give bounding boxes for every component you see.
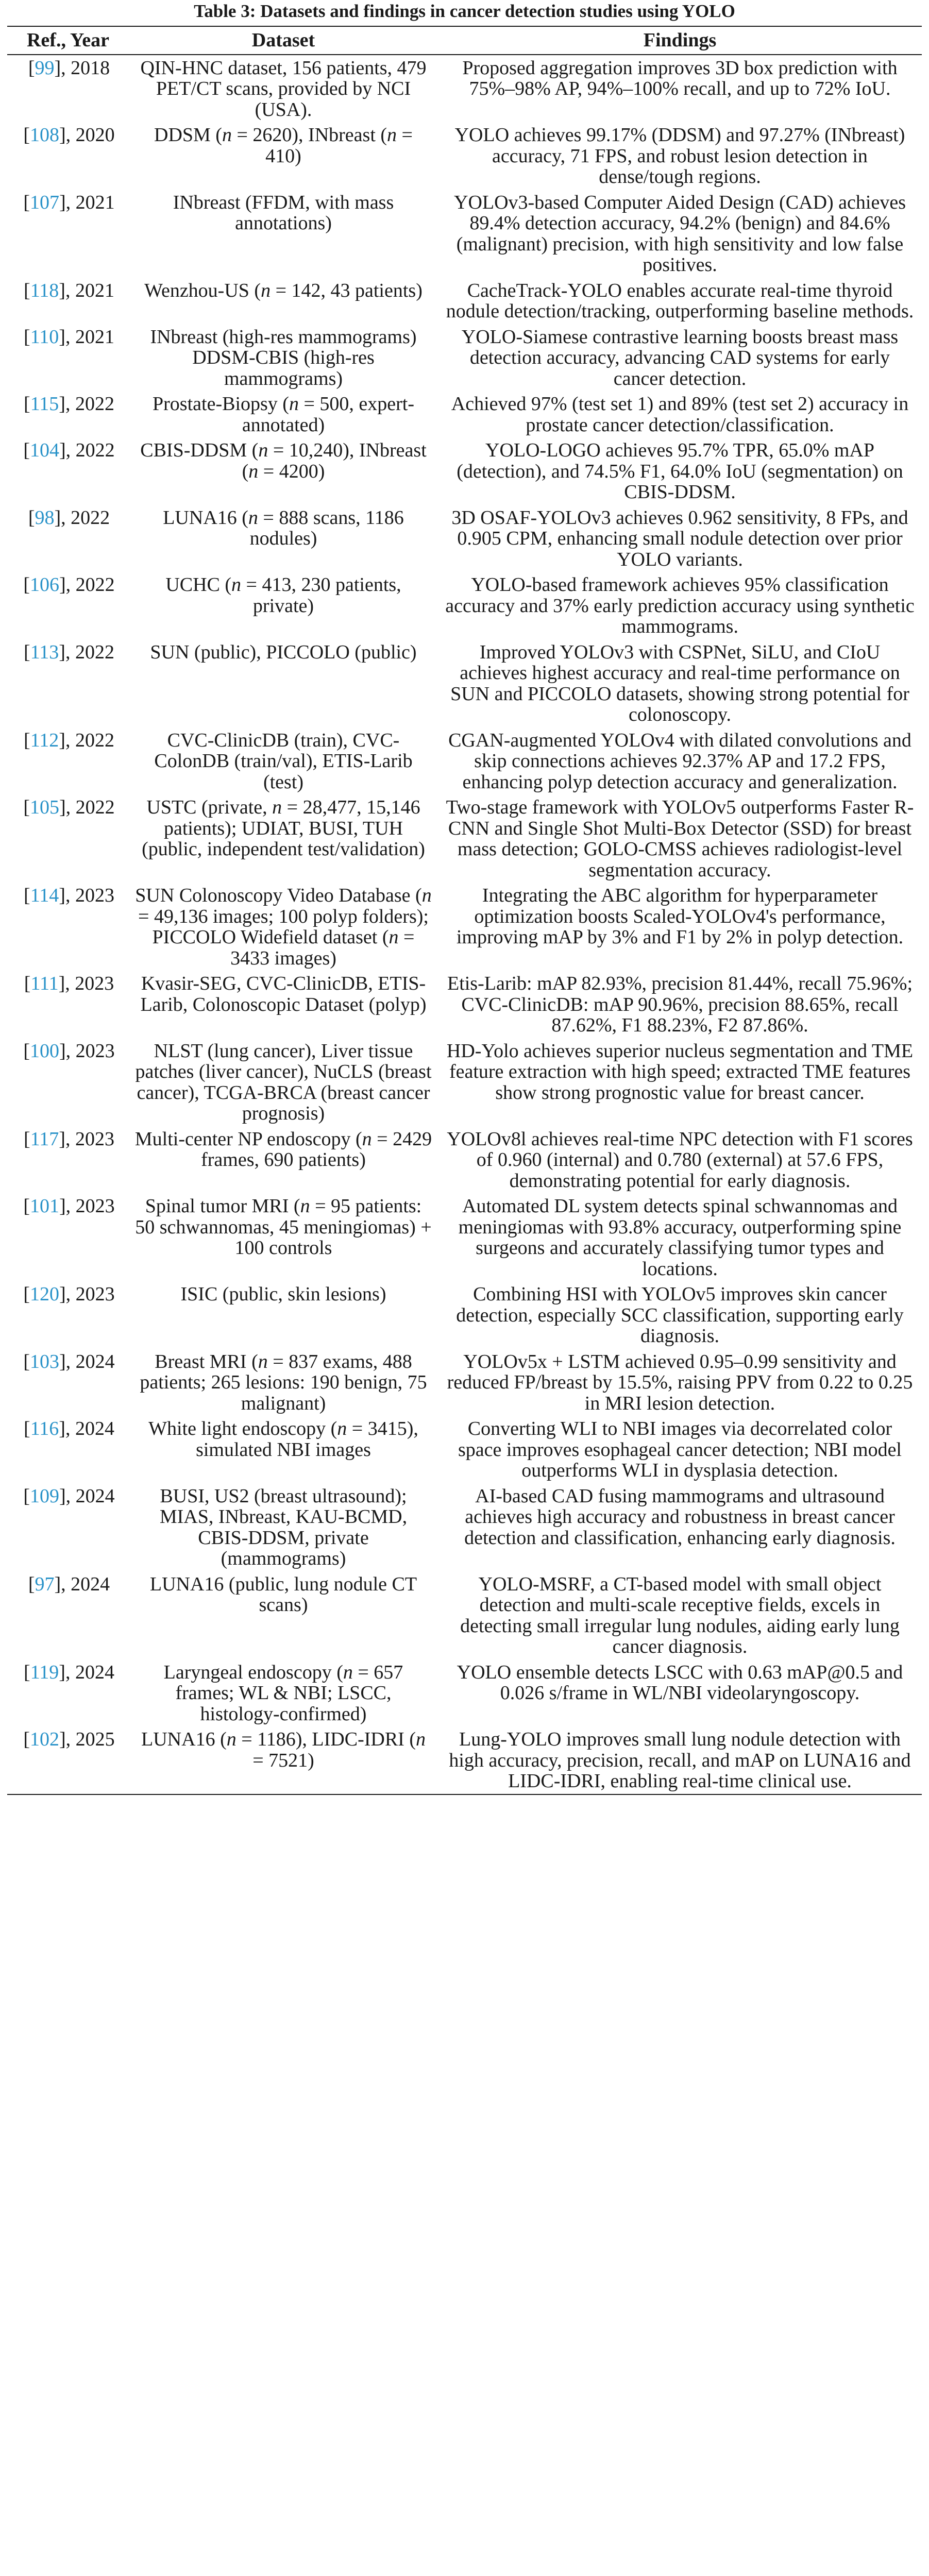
table-row [7,639,922,727]
findings-cell: 3D OSAF-YOLOv3 achieves 0.962 sensitivity, 8 FPs, and 0.905 CPM, enhancing small nodule detection over prior YOLO variants. [451,506,908,570]
findings-cell: Achieved 97% (test set 1) and 89% (test set 2) accuracy in prostate cancer detection/classification. [451,393,909,436]
reference-link[interactable]: 114 [30,885,59,906]
ref-year-cell: [99], 2018 [28,57,110,79]
reference-link[interactable]: 107 [30,191,59,213]
year-text: , 2024 [65,1661,114,1683]
reference-link[interactable]: 98 [35,506,55,529]
reference-link[interactable]: 100 [30,1040,59,1062]
table-row [7,883,922,971]
dataset-cell: BUSI, US2 (breast ultrasound); MIAS, INbreast, KAU-BCMD, CBIS-DDSM, private (mammograms) [159,1485,408,1569]
ref-year-cell: [104], 2022 [23,439,115,461]
year-text: , 2021 [65,279,114,301]
ref-year-cell: [113], 2022 [24,641,114,663]
findings-cell: CacheTrack-YOLO enables accurate real-time thyroid nodule detection/tracking, outperforming baseline methods. [446,279,914,322]
findings-cell: YOLO-MSRF, a CT-based model with small object detection and multi-scale receptive fields, excels in detecting small irregular lung nodules, aiding early lung cancer diagnosis. [460,1573,900,1657]
findings-cell: YOLO-LOGO achieves 95.7% TPR, 65.0% mAP (detection), and 74.5% F1, 64.0% IoU (segmentation) on CBIS-DDSM. [457,439,903,503]
reference-link[interactable]: 120 [30,1283,59,1305]
findings-cell: Automated DL system detects spinal schwannomas and meningiomas with 93.8% accuracy, outperforming spine surgeons and accurately classifying tumor types and locations. [458,1195,902,1280]
table-row [7,1571,922,1659]
findings-cell: CGAN-augmented YOLOv4 with dilated convolutions and skip connections achieves 92.37% AP and 17.2 FPS, enhancing polyp detection accuracy and generalization. [448,729,911,793]
reference-link[interactable]: 105 [30,796,59,818]
ref-year-cell: [115], 2022 [24,393,114,415]
findings-cell: Two-stage framework with YOLOv5 outperforms Faster R-CNN and Single Shot Multi-Box Detector (SSD) for breast mass detection; GOLO-CMSS achieves radiologist-level segmentation accuracy. [446,796,914,881]
year-text: , 2024 [61,1573,110,1595]
dataset-cell: Wenzhou-US (n = 142, 43 patients) [144,279,423,301]
ref-year-cell: [114], 2023 [24,885,114,906]
findings-cell: Etis-Larib: mAP 82.93%, precision 81.44%, recall 75.96%; CVC-ClinicDB: mAP 90.96%, precision 88.65%, recall 87.62%, F1 88.23%, F2 87.86%. [447,973,913,1036]
dataset-cell: QIN-HNC dataset, 156 patients, 479 PET/CT scans, provided by NCI (USA). [140,57,427,121]
table-row [7,794,922,883]
dataset-cell: INbreast (high-res mammograms) DDSM-CBIS (high-res mammograms) [150,326,417,389]
reference-link[interactable]: 119 [30,1661,59,1683]
ref-year-cell: [110], 2021 [24,326,114,348]
findings-cell: YOLO achieves 99.17% (DDSM) and 97.27% (INbreast) accuracy, 71 FPS, and robust lesion detection in dense/tough regions. [454,124,905,188]
reference-link[interactable]: 108 [30,124,59,146]
reference-link[interactable]: 113 [30,641,59,663]
table-caption: Table 3: Datasets and findings in cancer detection studies using YOLO [194,1,735,21]
table-row [7,727,922,795]
findings-cell: YOLO-based framework achieves 95% classification accuracy and 37% early prediction accuracy using synthetic mammograms. [445,574,915,637]
year-text: , 2022 [65,729,114,751]
year-text: , 2023 [65,1195,115,1217]
year-text: , 2022 [65,439,115,461]
findings-cell: YOLO-Siamese contrastive learning boosts breast mass detection accuracy, advancing CAD systems for early cancer detection. [461,326,899,389]
table-row [7,1126,922,1194]
table-row [7,122,922,190]
reference-link[interactable]: 112 [30,729,59,751]
year-text: , 2023 [65,1128,114,1150]
ref-year-cell: [100], 2023 [23,1040,115,1062]
table-row [7,505,922,572]
ref-year-cell: [107], 2021 [23,191,115,213]
header-findings: Findings [438,26,922,55]
findings-cell: YOLOv5x + LSTM achieved 0.95–0.99 sensitivity and reduced FP/breast by 15.5%, raising PPV from 0.22 to 0.25 in MRI lesion detection. [447,1350,913,1414]
year-text: , 2023 [65,973,114,994]
year-text: , 2024 [65,1485,115,1507]
ref-year-cell: [102], 2025 [7,1726,129,1794]
ref-year-cell: [101], 2023 [23,1195,115,1217]
dataset-cell: NLST (lung cancer), Liver tissue patches (liver cancer), NuCLS (breast cancer), TCGA-BRCA (breast cancer prognosis) [135,1040,432,1124]
table-row [7,1281,922,1349]
table-row [7,1726,922,1794]
ref-year-cell: [97], 2024 [28,1573,110,1595]
header-dataset: Dataset [129,26,438,55]
table-row [7,1038,922,1126]
table-row [7,971,922,1038]
dataset-cell: SUN (public), PICCOLO (public) [150,641,417,663]
table-row [7,1416,922,1483]
table-row [7,391,922,437]
dataset-cell: Multi-center NP endoscopy (n = 2429 frames, 690 patients) [134,1128,432,1171]
table-row [7,1483,922,1571]
reference-link[interactable]: 117 [30,1128,59,1150]
table-row [7,1659,922,1727]
ref-year-cell: [120], 2023 [23,1283,115,1305]
ref-year-cell: [106], 2022 [23,574,115,596]
ref-year-cell: [117], 2023 [24,1128,114,1150]
table-row [7,55,922,123]
reference-link[interactable]: 101 [30,1195,59,1217]
year-text: , 2024 [65,1350,115,1372]
table-body [7,55,922,1794]
dataset-cell: DDSM (n = 2620), INbreast (n = 410) [154,124,413,167]
year-text: , 2022 [65,574,115,596]
header-ref-year: Ref., Year [7,26,129,55]
findings-cell: AI-based CAD fusing mammograms and ultrasound achieves high accuracy and robustness in breast cancer detection and classification, enhancing early diagnosis. [464,1485,896,1549]
reference-link[interactable]: 115 [30,393,59,415]
dataset-cell: CVC-ClinicDB (train), CVC-ColonDB (train/val), ETIS-Larib (test) [154,729,413,793]
dataset-cell: INbreast (FFDM, with mass annotations) [173,191,394,234]
year-text: , 2023 [65,1040,115,1062]
findings-cell: Improved YOLOv3 with CSPNet, SiLU, and CIoU achieves highest accuracy and real-time performance on SUN and PICCOLO datasets, showing strong potential for colonoscopy. [450,641,909,725]
year-text: , 2024 [65,1418,114,1439]
ref-year-cell: [111], 2023 [24,973,114,994]
ref-year-cell: [119], 2024 [24,1661,114,1683]
ref-year-cell: [109], 2024 [23,1485,115,1507]
dataset-cell: UCHC (n = 413, 230 patients, private) [165,574,401,617]
dataset-cell: LUNA16 (n = 1186), LIDC-IDRI (n = 7521) [129,1726,438,1794]
findings-cell: Lung-YOLO improves small lung nodule detection with high accuracy, precision, recall, and mAP on LUNA16 and LIDC-IDRI, enabling real-time clinical use. [438,1726,922,1794]
dataset-cell: Prostate-Biopsy (n = 500, expert-annotated) [153,393,414,436]
reference-link[interactable]: 102 [30,1728,59,1750]
year-text: , 2021 [65,326,114,348]
findings-cell: YOLO ensemble detects LSCC with 0.63 mAP@0.5 and 0.026 s/frame in WL/NBI videolaryngoscopy. [457,1661,903,1704]
findings-cell: Integrating the ABC algorithm for hyperparameter optimization boosts Scaled-YOLOv4's performance, improving mAP by 3% and F1 by 2% in polyp detection. [456,885,904,948]
table-row [7,324,922,392]
reference-link[interactable]: 116 [30,1418,59,1439]
year-text: , 2022 [65,641,114,663]
dataset-cell: White light endoscopy (n = 3415), simulated NBI images [148,1418,418,1461]
reference-link[interactable]: 103 [30,1350,59,1372]
dataset-cell: CBIS-DDSM (n = 10,240), INbreast (n = 4200) [140,439,427,482]
ref-year-cell: [103], 2024 [23,1350,115,1372]
reference-link[interactable]: 110 [30,326,59,348]
table-header-row [7,26,922,55]
reference-link[interactable]: 109 [30,1485,59,1507]
table-row [7,278,922,324]
table-row [7,190,922,278]
findings-cell: YOLOv8l achieves real-time NPC detection with F1 scores of 0.960 (internal) and 0.780 (external) at 57.6 FPS, demonstrating potential for early diagnosis. [447,1128,913,1192]
reference-link[interactable]: 97 [35,1573,55,1595]
table-row [7,572,922,639]
year-text: , 2020 [65,124,115,146]
year-text: , 2022 [65,393,114,415]
findings-cell: Combining HSI with YOLOv5 improves skin cancer detection, especially SCC classification, supporting early diagnosis. [456,1283,904,1347]
year-text: , 2022 [65,796,115,818]
findings-cell: HD-Yolo achieves superior nucleus segmentation and TME feature extraction with high speed; extracted TME features show strong prognostic value for breast cancer. [446,1040,914,1104]
year-text: , 2021 [65,191,115,213]
dataset-cell: SUN Colonoscopy Video Database (n = 49,136 images; 100 polyp folders); PICCOLO Widefield dataset (n = 3433 images) [135,885,432,969]
reference-link[interactable]: 118 [30,279,59,301]
ref-year-cell: [116], 2024 [24,1418,114,1439]
reference-link[interactable]: 111 [30,973,59,994]
dataset-cell: USTC (private, n = 28,477, 15,146 patients); UDIAT, BUSI, TUH (public, independent test/validation) [142,796,425,860]
ref-year-cell: [108], 2020 [23,124,115,146]
table-row [7,437,922,505]
ref-year-cell: [105], 2022 [23,796,115,818]
findings-cell: Proposed aggregation improves 3D box prediction with 75%–98% AP, 94%–100% recall, and up to 72% IoU. [462,57,898,99]
year-text: , 2023 [65,885,114,906]
dataset-cell: LUNA16 (public, lung nodule CT scans) [149,1573,417,1616]
reference-link[interactable]: 99 [35,57,55,79]
dataset-cell: Laryngeal endoscopy (n = 657 frames; WL & NBI; LSCC, histology-confirmed) [163,1661,403,1725]
year-text: , 2025 [65,1728,115,1750]
ref-year-cell: [112], 2022 [24,729,114,751]
table-row [7,1193,922,1281]
ref-year-cell: [118], 2021 [24,279,114,301]
findings-cell: Converting WLI to NBI images via decorrelated color space improves esophageal cancer detection; NBI model outperforms WLI in dysplasia detection. [458,1418,902,1481]
ref-year-cell: [98], 2022 [28,506,110,529]
dataset-cell: Spinal tumor MRI (n = 95 patients: 50 schwannomas, 45 meningiomas) + 100 controls [135,1195,432,1259]
year-text: , 2018 [61,57,110,79]
table-row [7,1349,922,1416]
dataset-cell: ISIC (public, skin lesions) [180,1283,386,1305]
dataset-cell: Kvasir-SEG, CVC-ClinicDB, ETIS-Larib, Colonoscopic Dataset (polyp) [140,973,427,1015]
year-text: , 2023 [65,1283,115,1305]
reference-link[interactable]: 106 [30,574,59,596]
year-text: , 2022 [61,506,110,529]
datasets-findings-table [7,26,922,1795]
dataset-cell: Breast MRI (n = 837 exams, 488 patients; 265 lesions: 190 benign, 75 malignant) [140,1350,427,1414]
dataset-cell: LUNA16 (n = 888 scans, 1186 nodules) [163,506,404,549]
reference-link[interactable]: 104 [30,439,59,461]
findings-cell: YOLOv3-based Computer Aided Design (CAD) achieves 89.4% detection accuracy, 94.2% (benign) and 84.6% (malignant) precision, with high sensitivity and low false positives. [454,191,906,276]
